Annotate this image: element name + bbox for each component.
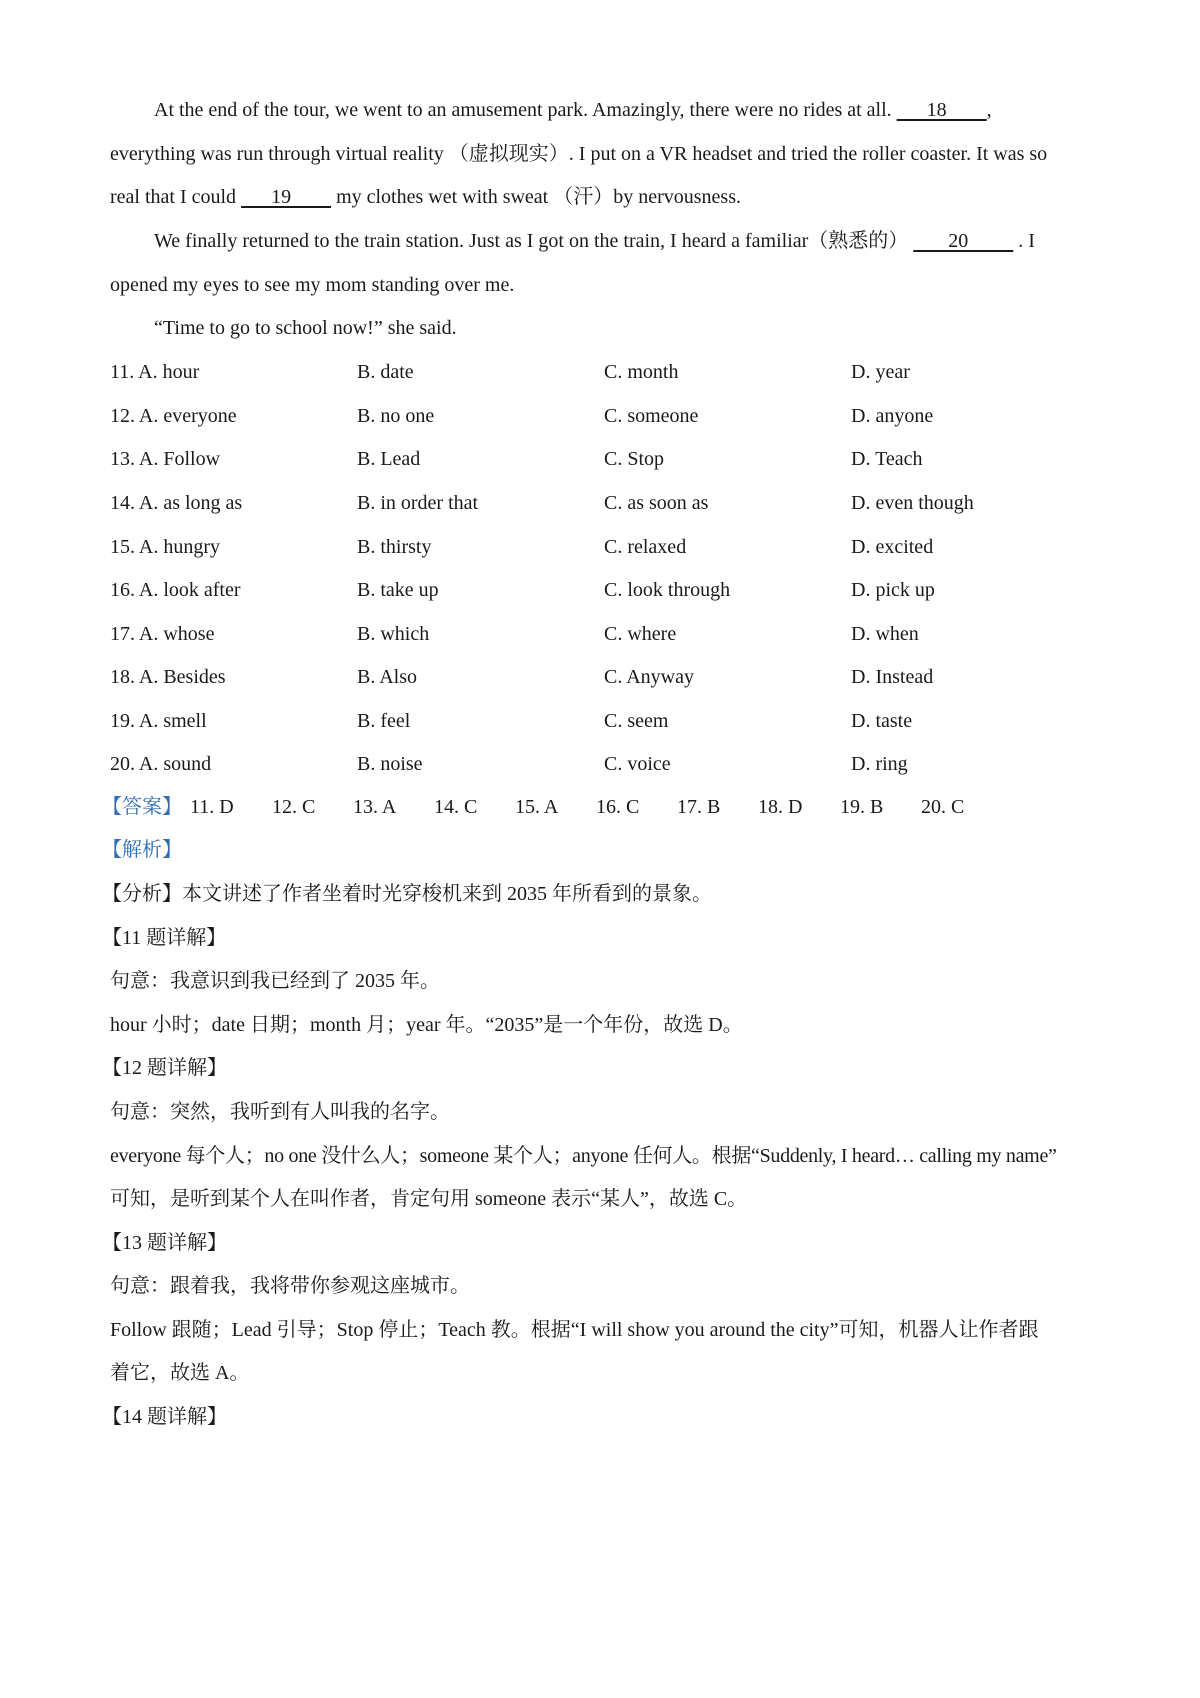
blank-20: 20 bbox=[913, 230, 1014, 252]
analysis-text: Follow 跟随；Lead 引导；Stop 停止；Teach 教。根据“I will show you around the city”可知，机器人让作者跟 bbox=[110, 1319, 1039, 1341]
option-b: B. date bbox=[357, 361, 414, 383]
option-a: 12. A. everyone bbox=[110, 405, 237, 427]
passage-line bbox=[110, 183, 741, 211]
passage-text: my clothes wet with sweat （汗）by nervousness. bbox=[336, 186, 742, 208]
analysis-text: 句意：跟着我，我将带你参观这座城市。 bbox=[110, 1275, 470, 1297]
option-d: D. taste bbox=[851, 710, 913, 732]
option-d: D. ring bbox=[851, 753, 908, 775]
option-a: 20. A. sound bbox=[110, 753, 212, 775]
passage-line bbox=[154, 227, 1035, 255]
option-c: C. look through bbox=[604, 579, 731, 601]
option-c: C. relaxed bbox=[604, 536, 687, 558]
passage-text: . I bbox=[1018, 230, 1035, 252]
option-a: 14. A. as long as bbox=[110, 492, 243, 514]
answer-item: 17. B bbox=[677, 796, 721, 818]
option-a: 16. A. look after bbox=[110, 579, 241, 601]
option-d: D. even though bbox=[851, 492, 974, 514]
option-d: D. excited bbox=[851, 536, 934, 558]
question-row bbox=[110, 663, 1100, 707]
option-b: B. take up bbox=[357, 579, 439, 601]
analysis-text: hour 小时；date 日期；month 月；year 年。“2035”是一个年份，故选 D。 bbox=[110, 1014, 743, 1036]
passage-text: We finally returned to the train station. Just as I got on the train, I heard a familiar（熟悉的） bbox=[154, 230, 909, 252]
question-row bbox=[110, 445, 1100, 489]
option-a: 17. A. whose bbox=[110, 623, 215, 645]
section-heading: 【14 题详解】 bbox=[102, 1406, 227, 1428]
option-a: 19. A. smell bbox=[110, 710, 207, 732]
question-row bbox=[110, 358, 1100, 402]
answer-label: 【答案】 bbox=[102, 796, 182, 818]
analysis-text: 着它，故选 A。 bbox=[110, 1362, 250, 1384]
question-row bbox=[110, 533, 1100, 576]
option-d: D. pick up bbox=[851, 579, 935, 601]
question-row bbox=[110, 707, 1100, 750]
option-c: C. Anyway bbox=[604, 666, 694, 688]
answer-item: 12. C bbox=[272, 796, 316, 818]
blank-18: 18 bbox=[896, 99, 987, 121]
answer-item: 18. D bbox=[758, 796, 803, 818]
option-a: 15. A. hungry bbox=[110, 536, 220, 558]
option-b: B. Also bbox=[357, 666, 418, 688]
option-c: C. voice bbox=[604, 753, 671, 775]
section-heading: 【12 题详解】 bbox=[102, 1057, 227, 1079]
question-row bbox=[110, 620, 1100, 663]
answer-item: 13. A bbox=[353, 796, 397, 818]
answer-item: 20. C bbox=[921, 796, 965, 818]
passage-text: opened my eyes to see my mom standing over me. bbox=[110, 274, 515, 296]
analysis-text: everyone 每个人；no one 没什么人；someone 某个人；anyone 任何人。根据“Suddenly, I heard… calling my name” bbox=[110, 1145, 1057, 1167]
passage-text: At the end of the tour, we went to an amusement park. Amazingly, there were no rides at all. bbox=[154, 99, 892, 121]
passage-text: “Time to go to school now!” she said. bbox=[154, 317, 457, 339]
passage-line bbox=[154, 314, 457, 342]
answer-row bbox=[102, 793, 1100, 821]
answer-item: 16. C bbox=[596, 796, 640, 818]
blank-19: 19 bbox=[241, 186, 332, 208]
passage-text: everything was run through virtual reality （虚拟现实）. I put on a VR headset and tried the roller coaster. It was so bbox=[110, 143, 1048, 165]
answer-item: 14. C bbox=[434, 796, 478, 818]
answer-item: 15. A bbox=[515, 796, 559, 818]
option-d: D. Instead bbox=[851, 666, 934, 688]
analysis-summary: 【分析】本文讲述了作者坐着时光穿梭机来到 2035 年所看到的景象。 bbox=[102, 883, 712, 905]
option-d: D. year bbox=[851, 361, 910, 383]
option-d: D. anyone bbox=[851, 405, 934, 427]
option-b: B. noise bbox=[357, 753, 423, 775]
option-c: C. where bbox=[604, 623, 677, 645]
option-d: D. when bbox=[851, 623, 919, 645]
question-row bbox=[110, 576, 1100, 620]
option-c: C. Stop bbox=[604, 448, 665, 470]
option-b: B. feel bbox=[357, 710, 411, 732]
analysis-text: 句意：我意识到我已经到了 2035 年。 bbox=[110, 970, 440, 992]
option-b: B. no one bbox=[357, 405, 435, 427]
option-a: 11. A. hour bbox=[110, 361, 200, 383]
answer-item: 19. B bbox=[840, 796, 884, 818]
options-list bbox=[110, 358, 1100, 794]
option-c: C. as soon as bbox=[604, 492, 709, 514]
passage-line bbox=[154, 96, 992, 124]
option-b: B. which bbox=[357, 623, 430, 645]
question-row bbox=[110, 750, 1100, 794]
option-d: D. Teach bbox=[851, 448, 923, 470]
passage-text: , bbox=[986, 99, 992, 121]
section-heading: 【13 题详解】 bbox=[102, 1232, 227, 1254]
analysis-text: 可知，是听到某个人在叫作者，肯定句用 someone 表示“某人”，故选 C。 bbox=[110, 1188, 748, 1210]
option-c: C. month bbox=[604, 361, 679, 383]
option-c: C. seem bbox=[604, 710, 669, 732]
option-a: 18. A. Besides bbox=[110, 666, 226, 688]
option-a: 13. A. Follow bbox=[110, 448, 221, 470]
question-row bbox=[110, 402, 1100, 445]
section-heading: 【11 题详解】 bbox=[102, 927, 227, 949]
analysis-text: 句意：突然，我听到有人叫我的名字。 bbox=[110, 1101, 450, 1123]
option-b: B. thirsty bbox=[357, 536, 432, 558]
passage-text: real that I could bbox=[110, 186, 237, 208]
answer-item: 11. D bbox=[190, 796, 234, 818]
analysis-label: 【解析】 bbox=[102, 839, 182, 861]
option-b: B. in order that bbox=[357, 492, 479, 514]
passage-line bbox=[110, 140, 1047, 168]
option-c: C. someone bbox=[604, 405, 699, 427]
question-row bbox=[110, 489, 1100, 533]
option-b: B. Lead bbox=[357, 448, 421, 470]
passage-line bbox=[110, 271, 514, 299]
